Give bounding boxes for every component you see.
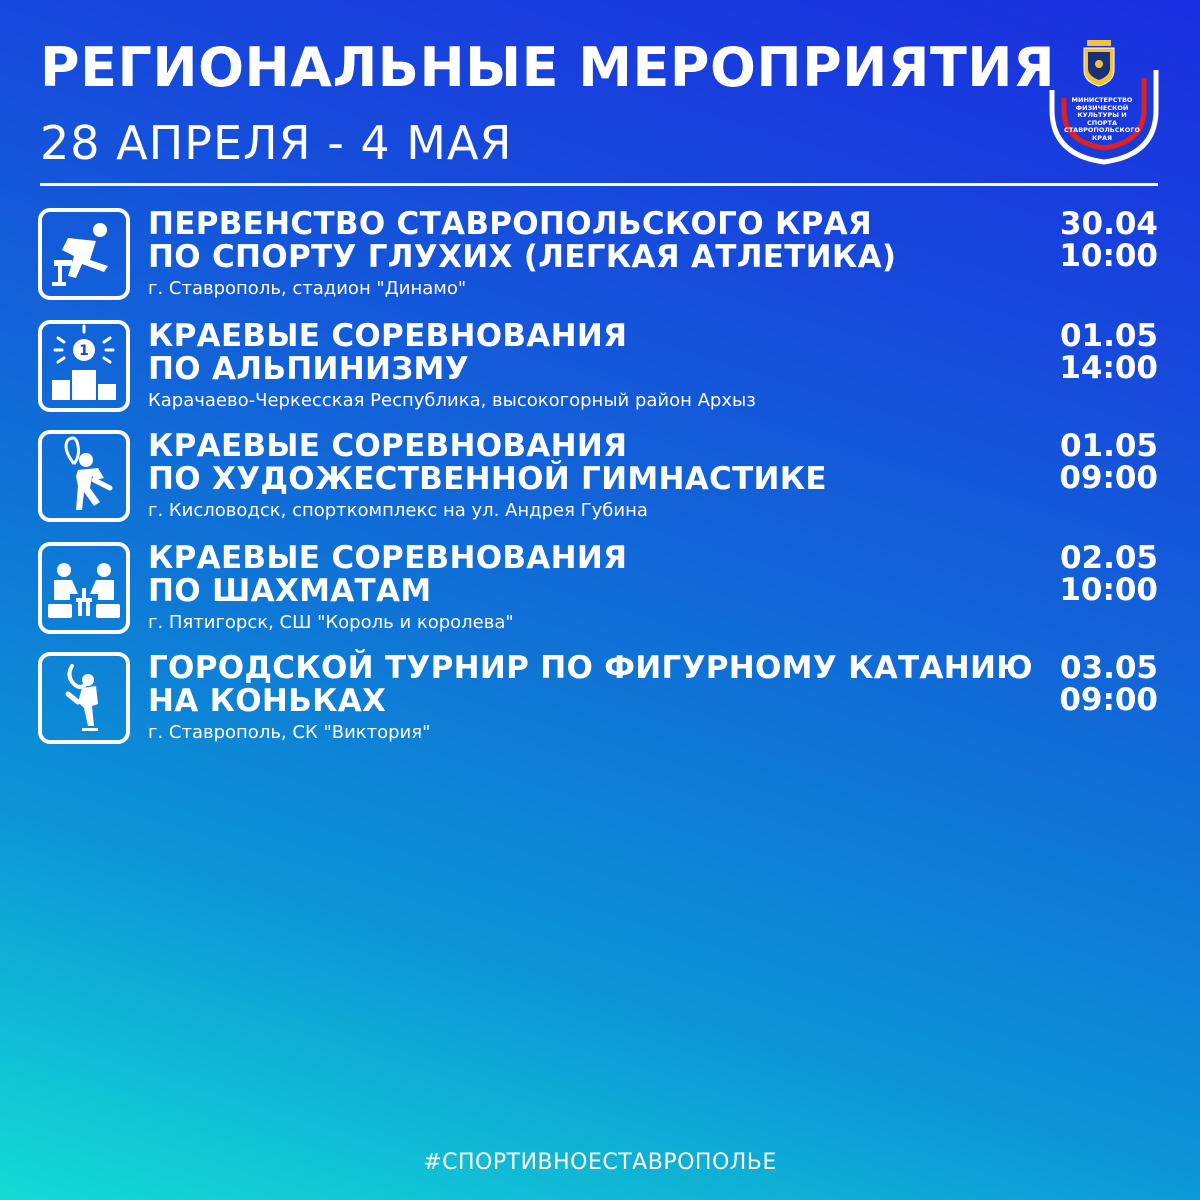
chess-players-icon bbox=[38, 542, 130, 634]
event-datetime: 03.05 09:00 bbox=[1059, 650, 1158, 718]
event-row bbox=[38, 320, 1160, 416]
event-row bbox=[38, 208, 1160, 304]
svg-text:1: 1 bbox=[79, 343, 89, 359]
event-datetime: 01.05 14:00 bbox=[1059, 318, 1158, 386]
athletics-hurdle-icon bbox=[38, 208, 130, 300]
event-datetime: 01.05 09:00 bbox=[1059, 428, 1158, 496]
event-datetime: 02.05 10:00 bbox=[1059, 540, 1158, 608]
event-title: ГОРОДСКОЙ ТУРНИР ПО ФИГУРНОМУ КАТАНИЮ НА КОНЬКАХ bbox=[148, 650, 1033, 719]
event-title: КРАЕВЫЕ СОРЕВНОВАНИЯ ПО АЛЬПИНИЗМУ bbox=[148, 318, 628, 387]
event-datetime: 30.04 10:00 bbox=[1059, 206, 1158, 274]
hashtag: #СПОРТИВНОЕСТАВРОПОЛЬЕ bbox=[423, 1150, 777, 1175]
podium-first-place-icon bbox=[38, 320, 130, 412]
event-place: г. Ставрополь, стадион "Динамо" bbox=[148, 278, 467, 299]
event-title: КРАЕВЫЕ СОРЕВНОВАНИЯ ПО ХУДОЖЕСТВЕННОЙ ГИМНАСТИКЕ bbox=[148, 428, 827, 497]
ministry-logo bbox=[1046, 40, 1161, 165]
page-title: РЕГИОНАЛЬНЫЕ МЕРОПРИЯТИЯ bbox=[40, 36, 1056, 99]
event-place: г. Кисловодск, спорткомплекс на ул. Андрея Губина bbox=[148, 500, 648, 521]
date-range: 28 АПРЕЛЯ - 4 МАЯ bbox=[40, 116, 513, 170]
event-title: КРАЕВЫЕ СОРЕВНОВАНИЯ ПО ШАХМАТАМ bbox=[148, 540, 628, 609]
event-row bbox=[38, 652, 1160, 748]
rhythmic-gymnastics-icon bbox=[38, 430, 130, 522]
figure-skating-icon bbox=[38, 652, 130, 744]
event-title: ПЕРВЕНСТВО СТАВРОПОЛЬСКОГО КРАЯ ПО СПОРТУ ГЛУХИХ (ЛЕГКАЯ АТЛЕТИКА) bbox=[148, 206, 897, 275]
event-row bbox=[38, 430, 1160, 526]
ministry-logo-text: МИНИСТЕРСТВО ФИЗИЧЕСКОЙ КУЛЬТУРЫ И СПОРТА СТАВРОПОЛЬСКОГО КРАЯ bbox=[1063, 96, 1141, 142]
event-place: Карачаево-Черкесская Республика, высокогорный район Архыз bbox=[148, 390, 756, 411]
event-place: г. Ставрополь, СК "Виктория" bbox=[148, 722, 431, 743]
header-divider bbox=[40, 183, 1158, 186]
event-row bbox=[38, 542, 1160, 638]
event-place: г. Пятигорск, СШ "Король и королева" bbox=[148, 612, 514, 633]
